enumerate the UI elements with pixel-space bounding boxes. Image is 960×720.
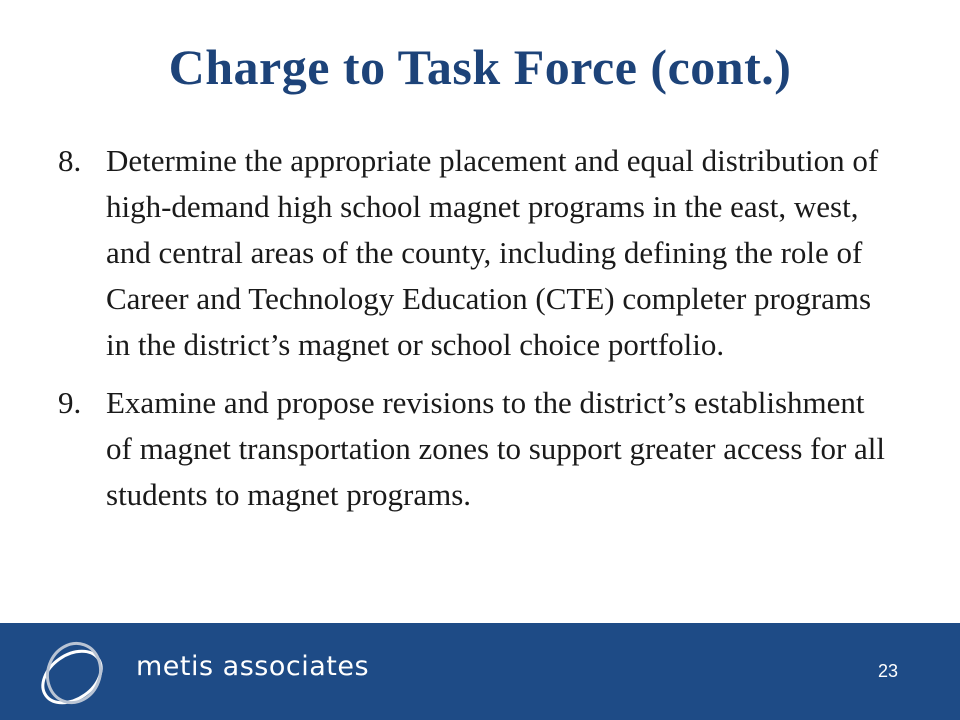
list-item bbox=[58, 380, 898, 518]
slide-title: Charge to Task Force (cont.) bbox=[168, 39, 792, 95]
metis-rings-logo-icon bbox=[32, 633, 112, 713]
list-item-text: Determine the appropriate placement and equal distribution of high-demand high school magnet programs in the east, west, and central areas of the county, including defining the role of Career and Technology Education (CTE) completer programs in the district’s magnet or school choice portfolio. bbox=[106, 143, 879, 362]
list-item-text: Examine and propose revisions to the district’s establishment of magnet transportation zones to support greater access for all students to magnet programs. bbox=[106, 385, 886, 512]
brand-name: metis associates bbox=[136, 651, 370, 682]
list-item-number: 9. bbox=[58, 385, 82, 420]
footer-bar bbox=[0, 623, 960, 720]
page-number: 23 bbox=[877, 661, 898, 681]
list-item-number: 8. bbox=[58, 143, 82, 178]
list-item bbox=[58, 138, 898, 368]
task-list bbox=[58, 138, 898, 530]
